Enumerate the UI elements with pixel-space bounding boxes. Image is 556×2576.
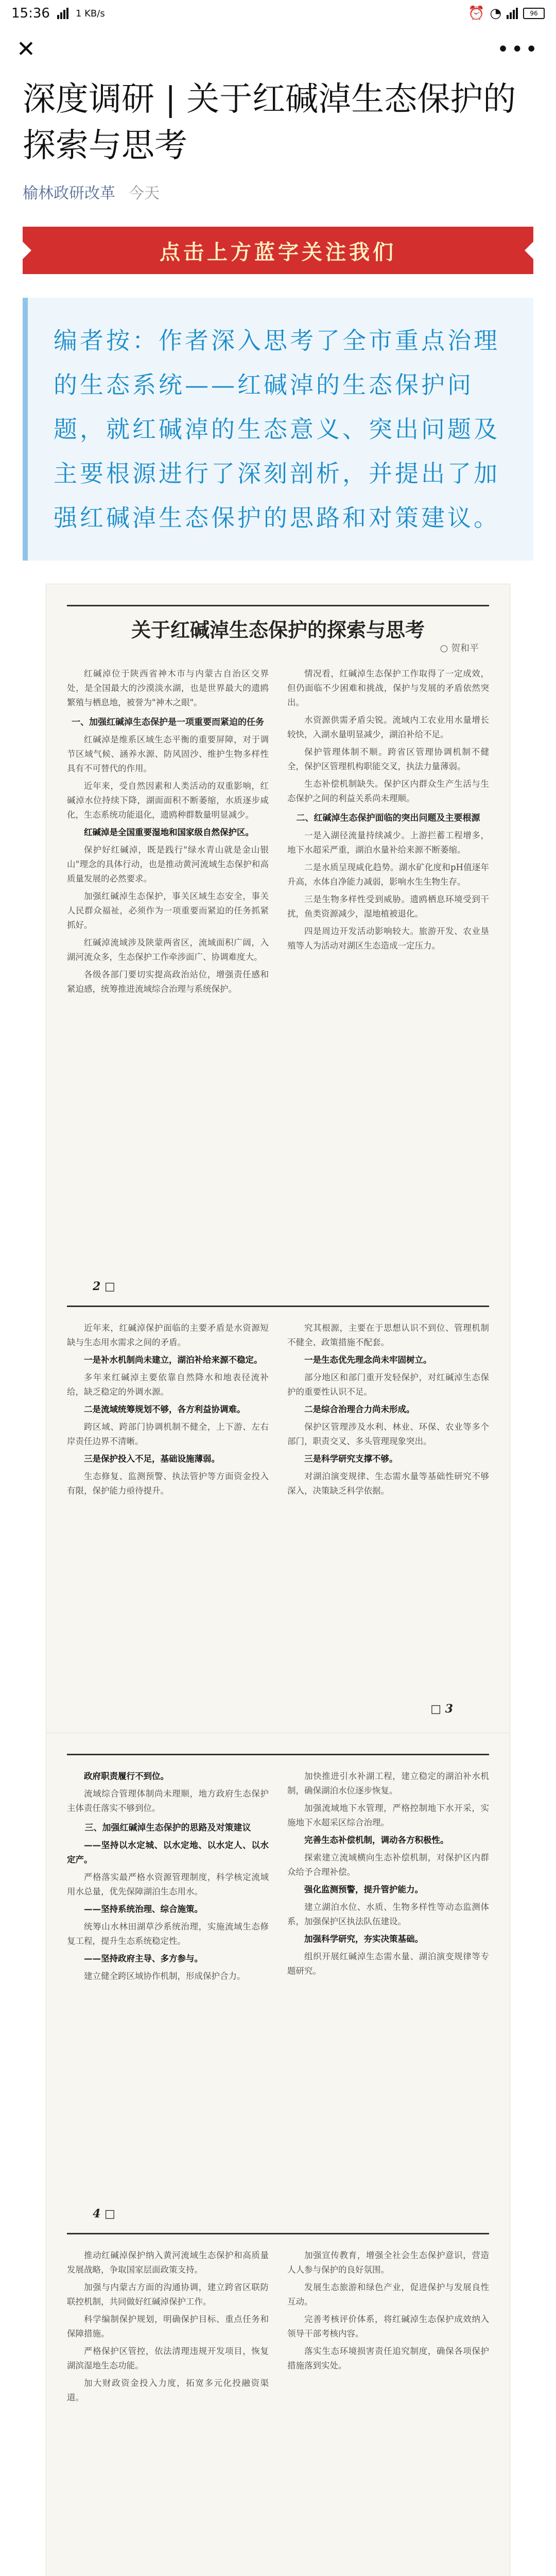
editor-note-text: 编者按：作者深入思考了全市重点治理的生态系统——红碱淖的生态保护问题，就红碱淖的生态意义、突出问题及主要根源进行了深刻剖析，并提出了加强红碱淖生态保护的思路和对策建议。 [54,327,500,532]
alarm-icon: ⏰ [467,6,485,21]
scan-column-p2-left: 政府职责履行不到位。 流域综合管理体制尚未理顺，地方政府生态保护主体责任落实不够到位。 三、加强红碱淖生态保护的思路及对策建议 ——坚持以水定城、以水定地、以水定人、以水定产。 严格落实最严格水资源管理制度，科学核定流域用水总量，优先保障湖泊生态用水。 ——坚持系统治理、综合施策。 统筹山水林田湖草沙系统治理，实施流域生态修复工程，提升生态系统稳定性。 ——坚持政府主导、多方参与。 建立健全跨区域协作机制，形成保护合力。 [67,1771,269,1981]
scan-section-heading-3: 三、加强红碱淖生态保护的思路及对策建议 [84,1823,251,1833]
editor-note [23,298,533,561]
scan-columns-p2-bottom [67,2248,489,2576]
scan-section-heading-2: 二、红碱淖生态保护面临的突出问题及主要根源 [296,813,480,823]
scan-column-right-2: 究其根源，主要在于思想认识不到位、管理机制不健全、政策措施不配套。 一是生态优先理念尚未牢固树立。 部分地区和部门重开发轻保护，对红碱淖生态保护的重要性认识不足。 二是综合治理合力尚未形成。 保护区管理涉及水利、林业、环保、农业等多个部门，职责交叉、多头管理现象突出。 三是科学研究支撑不够。 对湖泊演变规律、生态需水量等基础性研究不够深入，决策缺乏科学依据。 [287,1323,489,1496]
follow-banner[interactable] [23,227,533,274]
publish-date: 今天 [129,184,160,202]
scanned-page-2 [46,1733,510,2576]
scan-column-p2-left-2: 推动红碱淖保护纳入黄河流域生态保护和高质量发展战略，争取国家层面政策支持。 加强与内蒙古方面的沟通协调，建立跨省区联防联控机制，共同做好红碱淖保护工作。 科学编制保护规划，明确保护目标、重点任务和保障措施。 严格保护区管控，依法清理违规开发项目，恢复湖滨湿地生态功能。 加大财政资金投入力度，拓宽多元化投融资渠道。 [67,2250,269,2402]
signal-strength-icon [507,8,518,19]
byline [0,169,556,203]
scan-author: ○ 贺和平 [440,643,479,654]
signal-icon [57,8,68,19]
network-speed: 1 KB/s [75,8,105,19]
status-bar [0,0,556,27]
article-title: 深度调研 | 关于红碱淖生态保护的探索与思考 [23,80,516,165]
page-number-3: 4 □ [93,2207,115,2221]
battery-icon [523,8,545,19]
scan-heading: 关于红碱淖生态保护的探索与思考 [131,618,425,641]
top-rule [67,605,489,606]
page-divider-2 [67,1754,489,1755]
scan-column-p2-right-2: 加强宣传教育，增强全社会生态保护意识，营造人人参与保护的良好氛围。 发展生态旅游和绿色产业，促进保护与发展良性互动。 完善考核评价体系，将红碱淖生态保护成效纳入领导干部考核内容。 落实生态环境损害责任追究制度，确保各项保护措施落到实处。 [287,2250,489,2370]
page-number: 2 □ [93,1280,115,1293]
battery-level: 96 [530,10,538,17]
page-divider-3 [67,2233,489,2234]
page-number-2: □ 3 [430,1702,453,1716]
scan-columns-p2-top [67,1769,489,2202]
nav-bar [0,27,556,72]
status-time: 15:36 [11,6,50,21]
page-divider [67,1306,489,1307]
scanned-page-1 [46,584,510,1733]
more-icon[interactable]: ••• [497,38,540,61]
wifi-icon: ◔ [490,6,501,21]
scan-column-left-2: 近年来，红碱淖保护面临的主要矛盾是水资源短缺与生态用水需求之间的矛盾。 一是补水机制尚未建立，湖泊补给来源不稳定。 多年来红碱淖主要依靠自然降水和地表径流补给，缺乏稳定的外调水源。 二是流域统筹规划不够，各方利益协调难。 跨区域、跨部门协调机制不健全，上下游、左右岸责任边界不清晰。 三是保护投入不足，基础设施薄弱。 生态修复、监测预警、执法管护等方面资金投入有限，保护能力亟待提升。 [67,1323,269,1496]
scan-columns-top [67,667,489,1275]
follow-banner-label: 点击上方蓝字关注我们 [160,240,396,264]
scan-column-p2-right: 加快推进引水补湖工程，建立稳定的湖泊补水机制，确保湖泊水位逐步恢复。 加强流域地下水管理，严格控制地下水开采，实施地下水超采区综合治理。 完善生态补偿机制，调动各方积极性。 探索建立流域横向生态补偿机制，对保护区内群众给予合理补偿。 强化监测预警，提升管护能力。 建立湖泊水位、水质、生物多样性等动态监测体系，加强保护区执法队伍建设。 加强科学研究，夯实决策基础。 组织开展红碱淖生态需水量、湖泊演变规律等专题研究。 [287,1771,489,1976]
scan-column-left: 红碱淖位于陕西省神木市与内蒙古自治区交界处，是全国最大的沙漠淡水湖，也是世界最大的遗鸥繁殖与栖息地，被誉为"神木之眼"。 一、加强红碱淖生态保护是一项重要而紧迫的任务 红碱淖是维系区域生态平衡的重要屏障，对于调节区域气候、涵养水源、防风固沙、维护生物多样性具有不可替代的作用。 近年来，受自然因素和人类活动的双重影响，红碱淖水位持续下降，湖面面积不断萎缩，水质逐步咸化，生态系统功能退化，遗鸥种群数量明显减少。 红碱淖是全国重要湿地和国家级自然保护区。 保护好红碱淖，既是践行"绿水青山就是金山银山"理念的具体行动，也是推动黄河流域生态保护和高质量发展的必然要求。 加强红碱淖生态保护，事关区域生态安全，事关人民群众福祉，必须作为一项重要而紧迫的任务抓紧抓好。 红碱淖流域涉及陕蒙两省区，流域面积广阔，入湖河流众多，生态保护工作牵涉面广、协调难度大。 各级各部门要切实提高政治站位，增强责任感和紧迫感，统筹推进流域综合治理与系统保护。 [67,669,269,994]
scan-columns-bottom [67,1321,489,1692]
close-icon[interactable]: ✕ [16,36,36,62]
scan-column-right: 情况看，红碱淖生态保护工作取得了一定成效，但仍面临不少困难和挑战，保护与发展的矛盾依然突出。 水资源供需矛盾尖锐。流域内工农业用水量增长较快，入湖水量明显减少，湖泊补给不足。 保护管理体制不顺。跨省区管理协调机制不健全，保护区管理机构职能交叉，执法力量薄弱。 生态补偿机制缺失。保护区内群众生产生活与生态保护之间的利益关系尚未理顺。 二、红碱淖生态保护面临的突出问题及主要根源 一是入湖径流量持续减少。上游拦蓄工程增多，地下水超采严重，湖泊水量补给来源不断萎缩。 二是水质呈现咸化趋势。湖水矿化度和pH值逐年升高，水体自净能力减弱，影响水生生物生存。 三是生物多样性受到威胁。遗鸥栖息环境受到干扰，鱼类资源减少，湿地植被退化。 四是周边开发活动影响较大。旅游开发、农业垦殖等人为活动对湖区生态造成一定压力。 [287,669,489,951]
scan-section-heading: 一、加强红碱淖生态保护是一项重要而紧迫的任务 [72,717,264,727]
account-link[interactable]: 榆林政研改革 [23,184,115,202]
